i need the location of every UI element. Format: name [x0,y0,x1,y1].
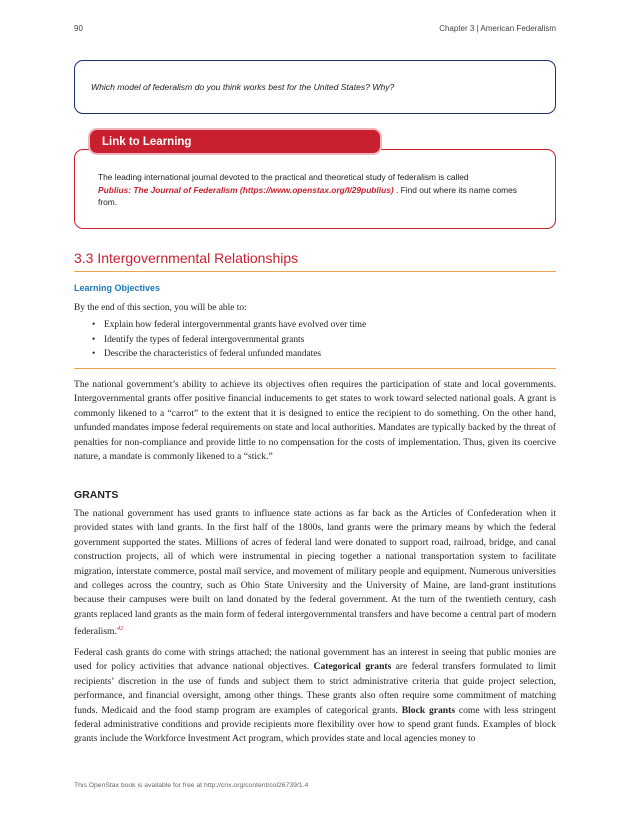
section-title: 3.3 Intergovernmental Relationships [74,250,299,266]
objective-item: • Explain how federal intergovernmental grants have evolved over time [92,318,366,333]
p2-text-a: Federal cash grants do come with strings attached; the national government has an interest in seeing that public monies are used for policy activities that advance national objectives. [74,647,556,673]
link-text-before: The leading international journal devoted to the practical and theoretical study of federalism is called [98,172,469,182]
link-text-after: . Find out where its name comes from. [98,184,517,207]
grants-paragraph-2 [74,646,556,747]
grants-paragraph-1-text: The national government has used grants to influence state actions as far back as the Articles of Confederation when it provided states with land grants. In the first half of the 1800s, land grants were the primary means by which the federal government supported the states. Millions of acres of federal land were donated to support road, railroad, bridge, and canal construction projects, all of which were instrumental in piecing together a national transportation system to facilitate migration, interstate commerce, postal mail service, and movement of military people and equipment. Numerous universities and colleges across the country, such as Ohio State University and the University of Maine, are land-grant institutions because their campuses were built on land donated by the federal government. At the turn of the twentieth century, cash grants replaced land grants as the main form of federal intergovernmental transfers and have become a central part of modern federalism. [74,508,556,638]
question-box [74,60,556,114]
objective-item: • Identify the types of federal intergovernmental grants [92,333,366,348]
objectives-divider [74,368,556,369]
learning-objectives-list [92,318,366,362]
link-to-learning-heading: Link to Learning [102,136,192,148]
grants-paragraph-1 [74,507,556,640]
p2-text-b: are federal transfers formulated to limit recipients’ discretion in the use of funds and subject them to strict administrative criteria that guide project selection, performance, and financial oversight, among other things. These grants also often require some commitment of matching funds. Medicaid and the food stamp program are examples of categorical grants. [74,661,557,716]
link-to-learning-tab [88,128,382,155]
categorical-grants-term: Categorical grants [313,661,392,673]
publius-link[interactable]: Publius: The Journal of Federalism (https://www.openstax.org/l/29publius) [98,184,394,195]
grants-heading: GRANTS [74,489,119,501]
question-text: Which model of federalism do you think works best for the United States? Why? [91,82,395,92]
page-header [74,24,556,36]
section-title-divider [74,271,556,272]
page-footer: This OpenStax book is available for free at http://cnx.org/content/col26739/1.4 [74,782,309,789]
chapter-title: Chapter 3 | American Federalism [439,24,556,33]
footnote-ref[interactable]: 42 [116,625,124,633]
page-number: 90 [74,24,83,33]
link-to-learning-text [98,171,538,209]
block-grants-term: Block grants [401,704,456,716]
link-to-learning-box [74,149,556,229]
p2-text-c: come with less stringent federal administrative conditions and provide recipients more flexibility over how to spend grant funds. Examples of block grants include the Workforce Investment Act program, which provides state and local agencies money to [74,704,556,745]
intro-paragraph: The national government’s ability to achieve its objectives often requires the participation of state and local governments. Intergovernmental grants offer positive financial inducements to get states to work toward selected national goals. A grant is commonly likened to a “carrot” to the extent that it is designed to entice the recipient to do something. On the other hand, unfunded mandates impose federal requirements on state and local authorities. Mandates are typically backed by the threat of penalties for non-compliance and provide little to no compensation for the costs of implementation. Thus, given its coercive nature, a mandate is commonly likened to a “stick.” [74,379,556,463]
learning-objectives-intro: By the end of this section, you will be able to: [74,303,247,313]
objective-item: • Describe the characteristics of federal unfunded mandates [92,347,366,362]
learning-objectives-heading: Learning Objectives [74,283,161,293]
